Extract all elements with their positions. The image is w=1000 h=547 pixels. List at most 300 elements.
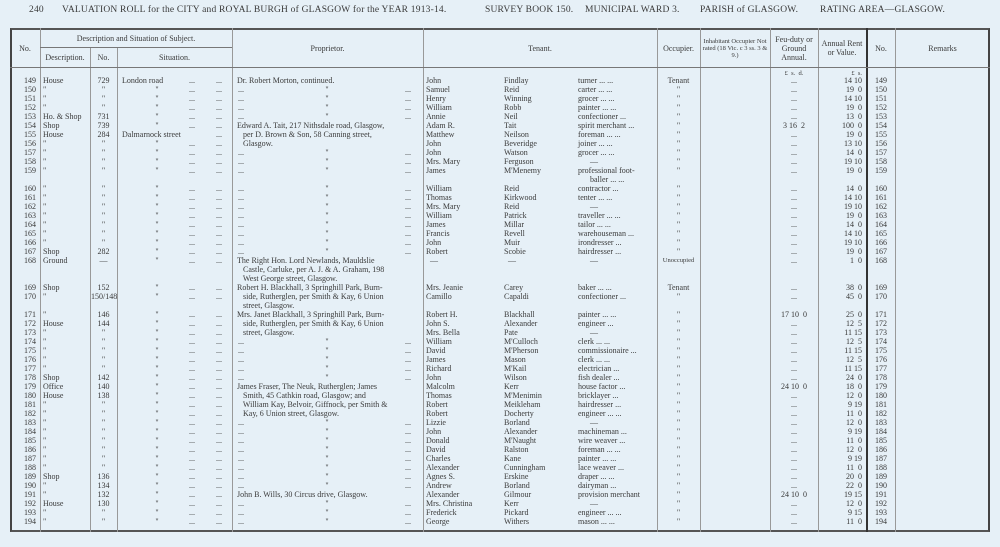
rent-units: £ s.: [851, 70, 862, 77]
row-number: 152: [24, 103, 36, 112]
row-occupier: ": [676, 184, 681, 193]
row-description: ": [43, 517, 47, 526]
tenant-first-name: John S.: [426, 319, 450, 328]
tenant-surname: Wilson: [504, 373, 527, 382]
proprietor-dots: ...: [238, 238, 244, 247]
row-description: ": [43, 337, 47, 346]
tenant-surname: Neil: [504, 112, 518, 121]
row-annual-rent: 9 19: [848, 400, 862, 409]
row-proprietor: street, Glasgow.: [237, 301, 295, 310]
row-feu-duty: ...: [791, 247, 797, 256]
row-annual-rent: 12 0: [846, 418, 862, 427]
situation-dots: ...: [216, 400, 222, 409]
tenant-first-name: John: [426, 238, 442, 247]
row-proprietor: Kay, 6 Union street, Glasgow.: [237, 409, 340, 418]
tenant-surname: Pate: [504, 328, 518, 337]
row-street-number: [91, 175, 116, 184]
situation-ditto: ": [155, 436, 159, 445]
tenant-first-name: Andrew: [426, 481, 452, 490]
tenant-occupation: lace weaver ...: [578, 463, 624, 472]
situation-ditto: ": [155, 256, 159, 265]
situation-dots: ...: [189, 184, 195, 193]
row-proprietor: Smith, 45 Cathkin road, Glasgow; and: [237, 391, 366, 400]
row-feu-duty: ...: [791, 211, 797, 220]
row-occupier: ": [676, 517, 681, 526]
row-street-number: ": [101, 445, 106, 454]
row-proprietor: James Fraser, The Neuk, Rutherglen; James: [237, 382, 378, 391]
row-occupier: ": [676, 220, 681, 229]
row-number-right: 189: [875, 472, 887, 481]
tenant-first-name: [426, 301, 502, 310]
situation-ditto: ": [155, 328, 159, 337]
header-occupier: Occupier.: [663, 43, 694, 53]
row-number: 156: [24, 139, 36, 148]
proprietor-dots: ...: [405, 184, 411, 193]
situation-dots: ...: [189, 202, 195, 211]
tenant-first-name: [426, 175, 502, 184]
proprietor-dots: ...: [405, 472, 411, 481]
proprietor-ditto: ": [325, 166, 329, 175]
row-annual-rent: 19 10: [844, 238, 862, 247]
row-feu-duty: ...: [791, 427, 797, 436]
proprietor-ditto: ": [325, 148, 329, 157]
situation-dots: ...: [216, 472, 222, 481]
row-feu-duty: ...: [791, 472, 797, 481]
tenant-occupation: joiner ... ...: [578, 139, 613, 148]
tenant-occupation: baller ... ...: [578, 175, 625, 184]
column-divider: [232, 28, 233, 532]
row-number-right: 181: [875, 400, 887, 409]
row-description: Shop: [43, 121, 60, 130]
proprietor-ditto: ": [325, 346, 329, 355]
situation-ditto: ": [155, 454, 159, 463]
row-description: ": [43, 229, 47, 238]
row-number-right: 153: [875, 112, 887, 121]
row-proprietor: The Right Hon. Lord Newlands, Mauldslie: [237, 256, 375, 265]
row-number: 183: [24, 418, 36, 427]
situation-dots: ...: [216, 229, 222, 238]
situation-ditto: ": [155, 112, 159, 121]
tenant-first-name: Lizzie: [426, 418, 446, 427]
row-description: [43, 175, 89, 184]
row-annual-rent: 19 0: [846, 85, 862, 94]
row-annual-rent: 12 5: [846, 337, 862, 346]
tenant-occupation: —: [578, 499, 598, 508]
row-description: ": [43, 103, 47, 112]
tenant-surname: M'Naught: [504, 436, 537, 445]
row-street-number: ": [101, 94, 106, 103]
situation-ditto: ": [155, 184, 159, 193]
tenant-occupation: grocer ... ...: [578, 148, 615, 157]
situation-dots: ...: [216, 292, 222, 301]
proprietor-dots: ...: [405, 112, 411, 121]
tenant-occupation: engineer ... ...: [578, 508, 622, 517]
row-annual-rent: 12 5: [846, 319, 862, 328]
row-annual-rent: 14 0: [846, 148, 862, 157]
row-feu-duty: ...: [791, 85, 797, 94]
proprietor-ditto: ": [325, 238, 329, 247]
row-occupier: ": [676, 103, 681, 112]
row-feu-duty: ...: [791, 130, 797, 139]
row-feu-duty: ...: [791, 193, 797, 202]
row-number: 178: [24, 373, 36, 382]
situation-dots: ...: [189, 472, 195, 481]
situation-dots: ...: [189, 157, 195, 166]
tenant-first-name: [426, 265, 502, 274]
row-occupier: ": [676, 508, 681, 517]
row-number: 159: [24, 166, 36, 175]
situation-dots: ...: [216, 193, 222, 202]
row-street-number: [91, 265, 116, 274]
proprietor-dots: ...: [405, 103, 411, 112]
row-street-number: 152: [97, 283, 110, 292]
tenant-first-name: Mrs. Mary: [426, 202, 461, 211]
situation-ditto: ": [155, 148, 159, 157]
proprietor-dots: ...: [238, 103, 244, 112]
row-street-number: ": [101, 238, 106, 247]
tenant-occupation: [578, 265, 656, 274]
row-occupier: ": [676, 130, 681, 139]
proprietor-ditto: ": [325, 211, 329, 220]
proprietor-dots: ...: [405, 229, 411, 238]
tenant-surname: Ferguson: [504, 157, 534, 166]
row-annual-rent: 19 0: [846, 103, 862, 112]
row-occupier: ": [676, 445, 681, 454]
row-annual-rent: 45 0: [846, 292, 862, 301]
row-description: ": [43, 310, 47, 319]
row-description: ": [43, 400, 47, 409]
tenant-occupation: irondresser ...: [578, 238, 622, 247]
tenant-surname: Alexander: [504, 427, 538, 436]
column-divider: [700, 28, 701, 532]
tenant-first-name: James: [426, 220, 446, 229]
tenant-occupation: hairdresser ...: [578, 247, 622, 256]
proprietor-dots: ...: [238, 364, 244, 373]
row-annual-rent: 18 0: [846, 382, 862, 391]
row-description: ": [43, 166, 47, 175]
row-number-right: 149: [875, 76, 887, 85]
row-occupier: Unoccupied: [662, 257, 695, 264]
row-description: ": [43, 463, 47, 472]
row-annual-rent: [820, 175, 862, 184]
row-street-number: ": [101, 346, 106, 355]
proprietor-dots: ...: [405, 94, 411, 103]
row-occupier: ": [676, 400, 681, 409]
proprietor-dots: ...: [405, 220, 411, 229]
row-number-right: 193: [875, 508, 887, 517]
tenant-surname: Kirkwood: [504, 193, 537, 202]
situation-dots: ...: [189, 499, 195, 508]
row-annual-rent: 14 10: [844, 76, 862, 85]
row-street-number: ": [101, 148, 106, 157]
situation-dots: ...: [216, 355, 222, 364]
row-description: ": [43, 184, 47, 193]
row-situation: [122, 301, 222, 310]
tenant-first-name: Thomas: [426, 193, 452, 202]
situation-ditto: ": [155, 229, 159, 238]
row-number: 191: [24, 490, 36, 499]
row-number-right: 152: [875, 103, 887, 112]
row-description: ": [43, 220, 47, 229]
tenant-occupation: bricklayer ...: [578, 391, 619, 400]
row-feu-duty: ...: [791, 364, 797, 373]
row-occupier: ": [676, 364, 681, 373]
row-feu-duty: ...: [791, 454, 797, 463]
tenant-surname: Reid: [504, 202, 520, 211]
situation-dots: ...: [216, 481, 222, 490]
situation-dots: ...: [216, 328, 222, 337]
situation-dots: ...: [189, 409, 195, 418]
row-number: 175: [24, 346, 36, 355]
row-number-right: 187: [875, 454, 887, 463]
row-number: 160: [24, 184, 36, 193]
row-feu-duty: ...: [791, 184, 797, 193]
situation-dots: ...: [216, 490, 222, 499]
tenant-first-name: Mrs. Jeanie: [426, 283, 463, 292]
tenant-surname: Gilmour: [504, 490, 532, 499]
page-header: [0, 5, 1000, 19]
row-number-right: 174: [875, 337, 887, 346]
proprietor-dots: ...: [405, 247, 411, 256]
row-proprietor: Dr. Robert Morton, continued.: [237, 76, 335, 85]
row-feu-duty: ...: [791, 346, 797, 355]
tenant-first-name: Robert: [426, 400, 448, 409]
row-annual-rent: 11 15: [844, 364, 862, 373]
situation-dots: ...: [189, 490, 195, 499]
proprietor-ditto: ": [325, 517, 329, 526]
row-number: 170: [24, 292, 36, 301]
row-description: Ho. & Shop: [43, 112, 82, 121]
row-number: 194: [24, 517, 36, 526]
row-number-right: 158: [875, 157, 887, 166]
situation-dots: ...: [216, 517, 222, 526]
row-annual-rent: 9 19: [848, 427, 862, 436]
row-number: 184: [24, 427, 36, 436]
row-occupier: ": [676, 319, 681, 328]
row-annual-rent: 19 0: [846, 211, 862, 220]
row-occupier: ": [676, 112, 681, 121]
tenant-surname: Beveridge: [504, 139, 537, 148]
proprietor-dots: ...: [405, 427, 411, 436]
tenant-first-name: Thomas: [426, 391, 452, 400]
row-description: ": [43, 445, 47, 454]
tenant-surname: Blackhall: [504, 310, 535, 319]
row-description: House: [43, 76, 64, 85]
row-description: House: [43, 319, 64, 328]
row-occupier: ": [676, 328, 681, 337]
situation-dots: ...: [189, 112, 195, 121]
row-street-number: 144: [97, 319, 110, 328]
header-description: Description.: [45, 52, 85, 62]
row-street-number: ": [101, 220, 106, 229]
row-occupier: ": [676, 94, 681, 103]
tenant-occupation: engineer ...: [578, 319, 614, 328]
row-description: ": [43, 364, 47, 373]
row-feu-duty: 24 10 0: [781, 382, 807, 391]
tenant-occupation: confectioner ...: [578, 112, 626, 121]
row-feu-duty: ...: [791, 112, 797, 121]
row-occupier: ": [676, 211, 681, 220]
proprietor-ditto: ": [325, 103, 329, 112]
row-feu-duty: ...: [791, 103, 797, 112]
situation-dots: ...: [189, 256, 195, 265]
tenant-first-name: Alexander: [426, 463, 460, 472]
row-description: ": [43, 238, 47, 247]
proprietor-dots: ...: [405, 85, 411, 94]
proprietor-dots: ...: [238, 220, 244, 229]
row-feu-duty: ...: [791, 256, 797, 265]
tenant-first-name: Robert: [426, 409, 448, 418]
row-number: 153: [24, 112, 36, 121]
tenant-occupation: commissionaire ...: [578, 346, 637, 355]
header-feu-duty: Feu-duty or Ground Annual.: [775, 34, 813, 62]
tenant-surname: Kane: [504, 454, 521, 463]
row-feu-duty: ...: [791, 238, 797, 247]
row-occupier: ": [676, 409, 681, 418]
proprietor-ditto: ": [325, 112, 329, 121]
row-occupier: ": [676, 193, 681, 202]
tenant-first-name: John: [426, 139, 442, 148]
column-divider: [770, 28, 771, 532]
row-street-number: 130: [97, 499, 110, 508]
row-number: 167: [24, 247, 36, 256]
situation-dots: ...: [189, 211, 195, 220]
proprietor-dots: ...: [405, 499, 411, 508]
row-street-number: 739: [97, 121, 110, 130]
header-no: No.: [19, 43, 31, 53]
row-annual-rent: 9 15: [848, 508, 862, 517]
situation-ditto: ": [155, 220, 159, 229]
row-description: House: [43, 391, 64, 400]
row-occupier: ": [676, 346, 681, 355]
row-number: 166: [24, 238, 36, 247]
row-occupier: ": [676, 463, 681, 472]
row-number: 186: [24, 445, 36, 454]
tenant-first-name: James: [426, 355, 446, 364]
tenant-surname: Millar: [504, 220, 524, 229]
proprietor-ditto: ": [325, 355, 329, 364]
row-situation: [122, 274, 222, 283]
page-number: 240: [29, 5, 44, 15]
tenant-occupation: —: [578, 157, 598, 166]
tenant-surname: Pickard: [504, 508, 529, 517]
row-occupier: ": [676, 148, 681, 157]
row-street-number: ": [101, 508, 106, 517]
proprietor-dots: ...: [405, 202, 411, 211]
proprietor-ditto: ": [325, 481, 329, 490]
tenant-surname: Kerr: [504, 382, 519, 391]
row-number-right: 188: [875, 463, 887, 472]
situation-dots: ...: [216, 310, 222, 319]
row-number: 174: [24, 337, 36, 346]
tenant-surname: Neilson: [504, 130, 529, 139]
tenant-occupation: electrician ...: [578, 364, 620, 373]
row-street-number: ": [101, 409, 106, 418]
situation-ditto: ": [155, 157, 159, 166]
row-number-right: 155: [875, 130, 887, 139]
row-number-right: 169: [875, 283, 887, 292]
proprietor-dots: ...: [238, 85, 244, 94]
situation-dots: ...: [189, 382, 195, 391]
situation-dots: ...: [189, 76, 195, 85]
tenant-surname: Carey: [504, 283, 524, 292]
row-number: 179: [24, 382, 36, 391]
row-street-number: ": [101, 418, 106, 427]
tenant-first-name: William: [426, 103, 452, 112]
row-annual-rent: 11 15: [844, 328, 862, 337]
row-occupier: ": [676, 427, 681, 436]
situation-dots: ...: [216, 166, 222, 175]
proprietor-dots: ...: [238, 166, 244, 175]
tenant-first-name: Annie: [426, 112, 446, 121]
tenant-surname: Alexander: [504, 319, 538, 328]
situation-dots: ...: [189, 436, 195, 445]
situation-dots: ...: [216, 418, 222, 427]
tenant-occupation: warehouseman ...: [578, 229, 634, 238]
row-number: 185: [24, 436, 36, 445]
tenant-surname: Erskine: [504, 472, 529, 481]
situation-dots: ...: [216, 256, 222, 265]
tenant-first-name: Frederick: [426, 508, 457, 517]
situation-dots: [185, 265, 199, 274]
tenant-surname: [504, 265, 576, 274]
situation-ditto: ": [155, 508, 159, 517]
row-description: ": [43, 85, 47, 94]
proprietor-ditto: ": [325, 436, 329, 445]
situation-ditto: ": [155, 472, 159, 481]
proprietor-dots: ...: [238, 499, 244, 508]
row-occupier: ": [676, 202, 681, 211]
tenant-surname: Patrick: [504, 211, 527, 220]
tenant-first-name: Charles: [426, 454, 451, 463]
row-number-right: 150: [875, 85, 887, 94]
row-street-number: ": [101, 427, 106, 436]
situation-ditto: ": [155, 121, 159, 130]
row-occupier: ": [676, 121, 681, 130]
row-proprietor: Glasgow.: [237, 139, 273, 148]
header-divider: [10, 67, 990, 68]
tenant-first-name: Henry: [426, 94, 446, 103]
row-feu-duty: ...: [791, 283, 797, 292]
tenant-surname: Watson: [504, 148, 528, 157]
tenant-surname: Revell: [504, 229, 525, 238]
row-street-number: ": [101, 463, 106, 472]
tenant-surname: Reid: [504, 184, 520, 193]
situation-ditto: ": [155, 445, 159, 454]
row-description: ": [43, 355, 47, 364]
proprietor-ditto: ": [325, 247, 329, 256]
tenant-occupation: tenter ... ...: [578, 193, 613, 202]
tenant-surname: Ralston: [504, 445, 529, 454]
situation-ditto: ": [155, 382, 159, 391]
situation-ditto: ": [155, 292, 159, 301]
tenant-first-name: George: [426, 517, 450, 526]
row-number-right: 175: [875, 346, 887, 355]
row-annual-rent: 11 0: [846, 517, 862, 526]
row-annual-rent: [820, 274, 862, 283]
situation-dots: ...: [189, 292, 195, 301]
row-street-number: ": [101, 400, 106, 409]
tenant-occupation: hairdresser ...: [578, 400, 622, 409]
row-street-number: 731: [97, 112, 110, 121]
proprietor-ditto: ": [325, 193, 329, 202]
row-number: 182: [24, 409, 36, 418]
situation-ditto: ": [155, 310, 159, 319]
header-proprietor: Proprietor.: [310, 43, 345, 53]
proprietor-ditto: ": [325, 454, 329, 463]
row-description: [43, 274, 89, 283]
tenant-first-name: John: [426, 76, 442, 85]
